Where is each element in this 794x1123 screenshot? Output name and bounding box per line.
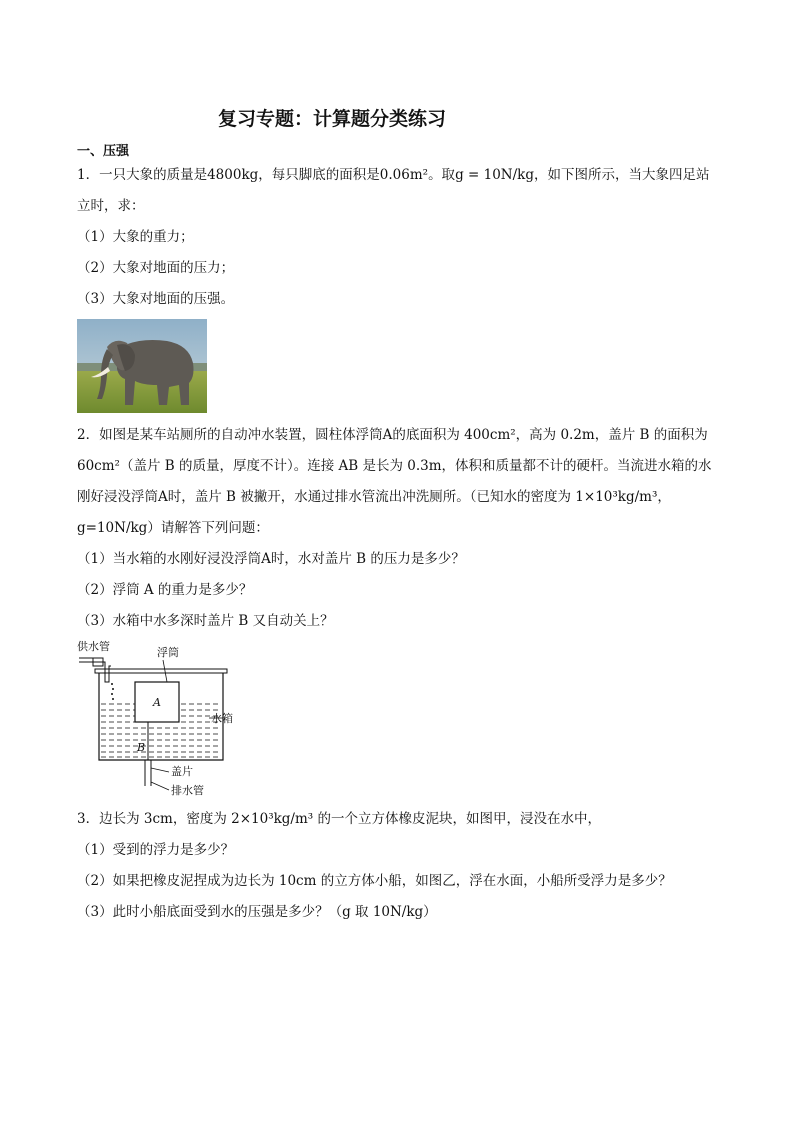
q1-text: 。取 <box>428 167 456 183</box>
q1-sub1: （1）大象的重力； <box>77 229 194 245</box>
elephant-image <box>77 319 207 413</box>
q2-line3: 刚好浸没浮筒A时，盖片 B 被撇开，水通过排水管流出冲洗厕所。（已知水的密度为 1×10³kg/m³， <box>77 489 671 505</box>
q2-sub3: （3）水箱中水多深时盖片 B 又自动关上？ <box>77 613 334 629</box>
q2-sub1: （1）当水箱的水刚好浸没浮筒A时，水对盖片 B 的压力是多少？ <box>77 551 465 567</box>
label-supply-pipe: 供水管 <box>77 640 110 653</box>
q2-line1: 2．如图是某车站厕所的自动冲水装置，圆柱体浮筒A的底面积为 400cm²，高为 0.2m，盖片 B 的面积为 <box>77 427 708 443</box>
q1-mass: 4800kg <box>207 167 259 183</box>
q1-g-value: g = 10N/kg <box>455 167 534 183</box>
flush-tank-figure <box>77 640 247 800</box>
label-float-a: A <box>153 696 161 709</box>
label-cover: 盖片 <box>171 765 193 778</box>
q1-line1 <box>77 166 709 184</box>
q1-text: ，每只脚底的面积是 <box>258 167 380 183</box>
label-cover-b: B <box>137 741 146 754</box>
elephant-photo <box>77 319 207 413</box>
q1-text: ，如下图所示，当大象四足站 <box>533 167 710 183</box>
q1-sub2: （2）大象对地面的压力； <box>77 260 235 276</box>
q2-line4: g=10N/kg）请解答下列问题： <box>77 520 269 536</box>
label-tank: 水箱 <box>211 712 233 725</box>
flush-tank-diagram <box>77 640 247 800</box>
q2-sub2: （2）浮筒 A 的重力是多少？ <box>77 582 253 598</box>
section-heading-pressure: 一、压强 <box>77 144 130 159</box>
q3-sub3: （3）此时小船底面受到水的压强是多少？（g 取 10N/kg） <box>77 904 437 920</box>
q1-text: 1．一只大象的质量是 <box>77 167 208 183</box>
q1-line2: 立时，求： <box>77 198 145 214</box>
q3-sub1: （1）受到的浮力是多少？ <box>77 842 235 858</box>
label-float: 浮筒 <box>157 646 179 659</box>
q1-sub3: （3）大象对地面的压强。 <box>77 291 235 307</box>
q3-sub2: （2）如果把橡皮泥捏成为边长为 10cm 的立方体小船，如图乙，浮在水面，小船所受浮力是多少？ <box>77 873 672 889</box>
page-title: 复习专题：计算题分类练习 <box>217 108 446 130</box>
q2-line2: 60cm²（盖片 B 的质量，厚度不计）。连接 AB 是长为 0.3m，体积和质量都不计的硬杆。当流进水箱的水 <box>77 458 712 474</box>
label-drain: 排水管 <box>171 784 204 797</box>
q1-area: 0.06m² <box>379 167 429 183</box>
q3-line1: 3．边长为 3cm，密度为 2×10³kg/m³ 的一个立方体橡皮泥块，如图甲，浸没在水中， <box>77 811 601 827</box>
